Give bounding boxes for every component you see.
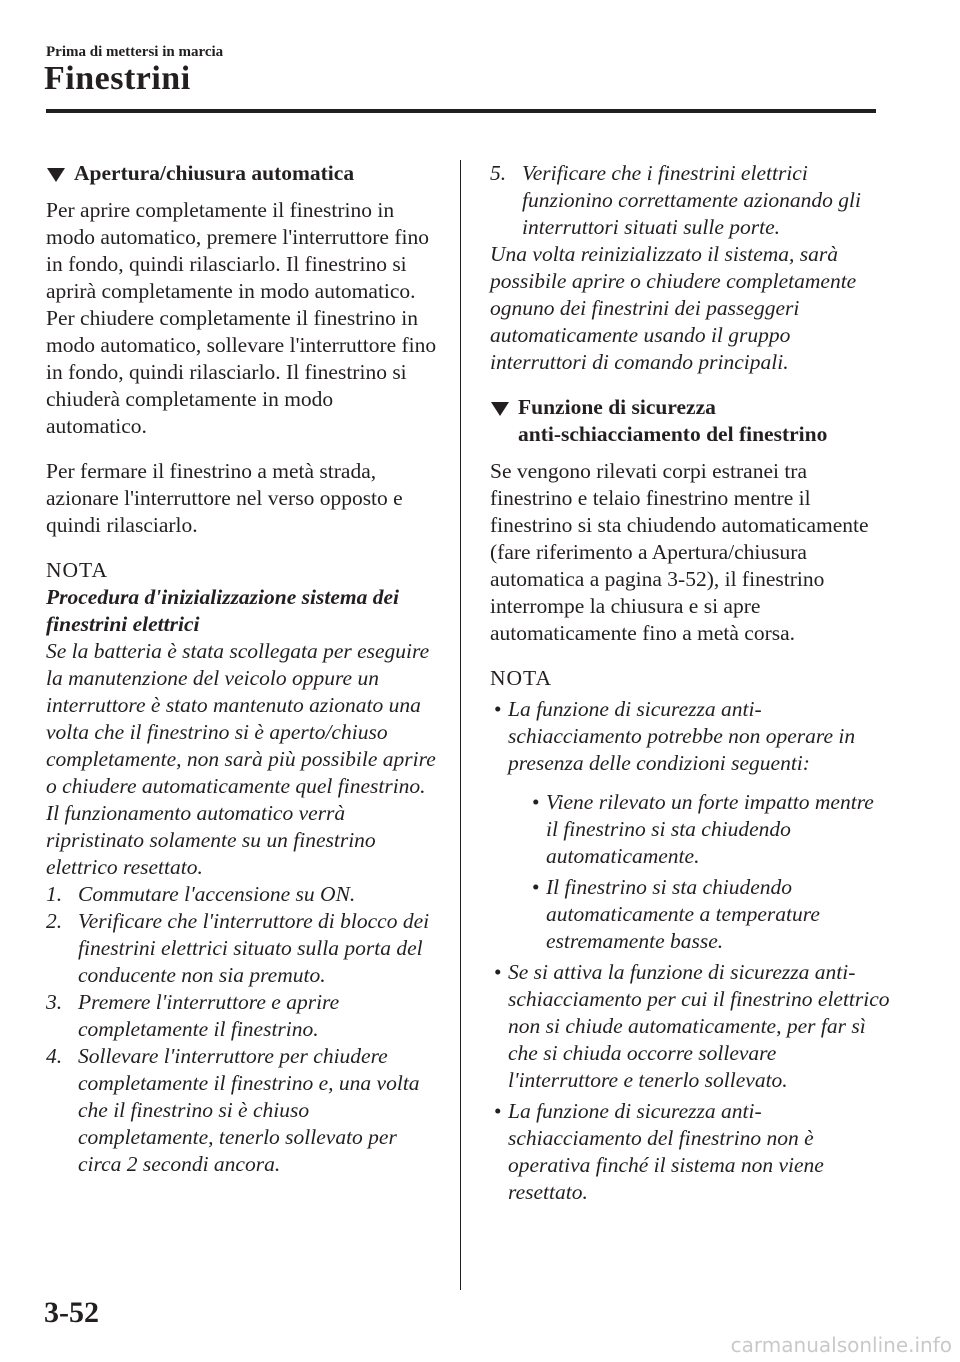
step-text: Commutare l'accensione su ON. <box>78 882 356 906</box>
step-item <box>46 908 438 989</box>
bullet-text: Se si attiva la funzione di sicurezza anti-schiacciamento per cui il finestrino elettrico non si chiude automaticamente, per far sì che si chiuda occorre sollevare l'interruttore e tenerlo sollevato. <box>508 960 890 1092</box>
step-number: 4. <box>46 1044 63 1068</box>
bullet-icon: • <box>494 1099 502 1123</box>
right-column <box>490 160 890 1206</box>
paragraph-safety: Se vengono rilevati corpi estranei tra finestrino e telaio finestrino mentre il finestrino si sta chiudendo automaticamente (fare riferimento a Apertura/chiusura automatica a pagina 3-52), il finestrino interrompe la chiusura e si apre automaticamente fino a metà corsa. <box>490 459 869 645</box>
step-text: Sollevare l'interruttore per chiudere completamente il finestrino e, una volta che il finestrino si è chiuso completamente, tenerlo sollevato per circa 2 secondi ancora. <box>78 1044 420 1176</box>
breadcrumb: Prima di mettersi in marcia <box>46 44 224 60</box>
section-heading-auto <box>46 160 438 187</box>
page-number: 3-52 <box>44 1296 99 1329</box>
paragraph-stop: Per fermare il finestrino a metà strada, azionare l'interruttore nel verso opposto e quindi rilasciarlo. <box>46 459 403 537</box>
step-number: 2. <box>46 909 63 933</box>
nota-paragraph: Se la batteria è stata scollegata per eseguire la manutenzione del veicolo oppure un interruttore è stato mantenuto azionato una volta che il finestrino si è aperto/chiuso completamente, non sarà più possibile aprire o chiudere automaticamente quel finestrino. <box>46 639 436 798</box>
nota-title: Procedura d'inizializzazione sistema dei finestrini elettrici <box>46 585 399 636</box>
step-number: 3. <box>46 990 63 1014</box>
bullet-item <box>490 696 890 955</box>
sub-bullets <box>528 789 890 955</box>
init-steps <box>46 881 438 1178</box>
paragraph-open: Per aprire completamente il finestrino in modo automatico, premere l'interruttore fino in fondo, quindi rilasciarlo. Il finestrino si aprirà completamente in modo automatico. <box>46 198 429 303</box>
left-column <box>46 160 438 1178</box>
step-item <box>46 881 438 908</box>
bullet-text: La funzione di sicurezza anti-schiacciamento del finestrino non è operativa finché il sistema non viene resettato. <box>508 1099 824 1204</box>
step-number: 1. <box>46 882 63 906</box>
title-rule <box>46 109 876 113</box>
section-heading-line: anti-schiacciamento del finestrino <box>518 422 828 446</box>
step-text: Verificare che l'interruttore di blocco dei finestrini elettrici situato sulla porta del conducente non sia premuto. <box>78 909 430 987</box>
bullet-icon: • <box>532 790 540 814</box>
bullet-text: Viene rilevato un forte impatto mentre il finestrino si sta chiudendo automaticamente. <box>546 790 874 868</box>
column-divider <box>460 160 461 1290</box>
bullet-icon: • <box>494 960 502 984</box>
reinit-paragraph: Una volta reinizializzato il sistema, sarà possibile aprire o chiudere completamente ognuno dei finestrini dei passeggeri automaticamente usando il gruppo interruttori di comando principali. <box>490 242 857 374</box>
step-item <box>490 160 890 241</box>
nota-paragraph: Il funzionamento automatico verrà ripristinato solamente su un finestrino elettrico resettato. <box>46 801 376 879</box>
nota-label: NOTA <box>46 558 108 582</box>
paragraph-close: Per chiudere completamente il finestrino in modo automatico, sollevare l'interruttore fino in fondo, quindi rilasciarlo. Il finestrino si chiuderà completamente in modo automatico. <box>46 306 437 438</box>
step-item <box>46 989 438 1043</box>
section-heading-line: Funzione di sicurezza <box>518 395 716 419</box>
init-steps-continued <box>490 160 890 241</box>
section-heading-text: Apertura/chiusura automatica <box>74 161 355 185</box>
step-number: 5. <box>490 161 507 185</box>
bullet-text: Il finestrino si sta chiudendo automaticamente a temperature estremamente basse. <box>546 875 820 953</box>
step-item <box>46 1043 438 1178</box>
bullet-text: La funzione di sicurezza anti-schiacciamento potrebbe non operare in presenza delle condizioni seguenti: <box>508 697 856 775</box>
sub-bullet-item <box>528 789 890 870</box>
bullet-item <box>490 959 890 1094</box>
section-heading-safety <box>490 394 890 448</box>
sub-bullet-item <box>528 874 890 955</box>
bullet-item <box>490 1098 890 1206</box>
nota-label: NOTA <box>490 666 552 690</box>
page-title: Finestrini <box>44 60 191 97</box>
triangle-marker-icon <box>47 168 65 182</box>
bullet-icon: • <box>532 875 540 899</box>
watermark: carmanualsonline.info <box>730 1333 952 1357</box>
triangle-marker-icon <box>491 402 509 416</box>
step-text: Verificare che i finestrini elettrici funzionino correttamente azionando gli interruttori situati sulle porte. <box>522 161 862 239</box>
nota-bullets <box>490 696 890 1206</box>
bullet-icon: • <box>494 697 502 721</box>
step-text: Premere l'interruttore e aprire completamente il finestrino. <box>78 990 340 1041</box>
